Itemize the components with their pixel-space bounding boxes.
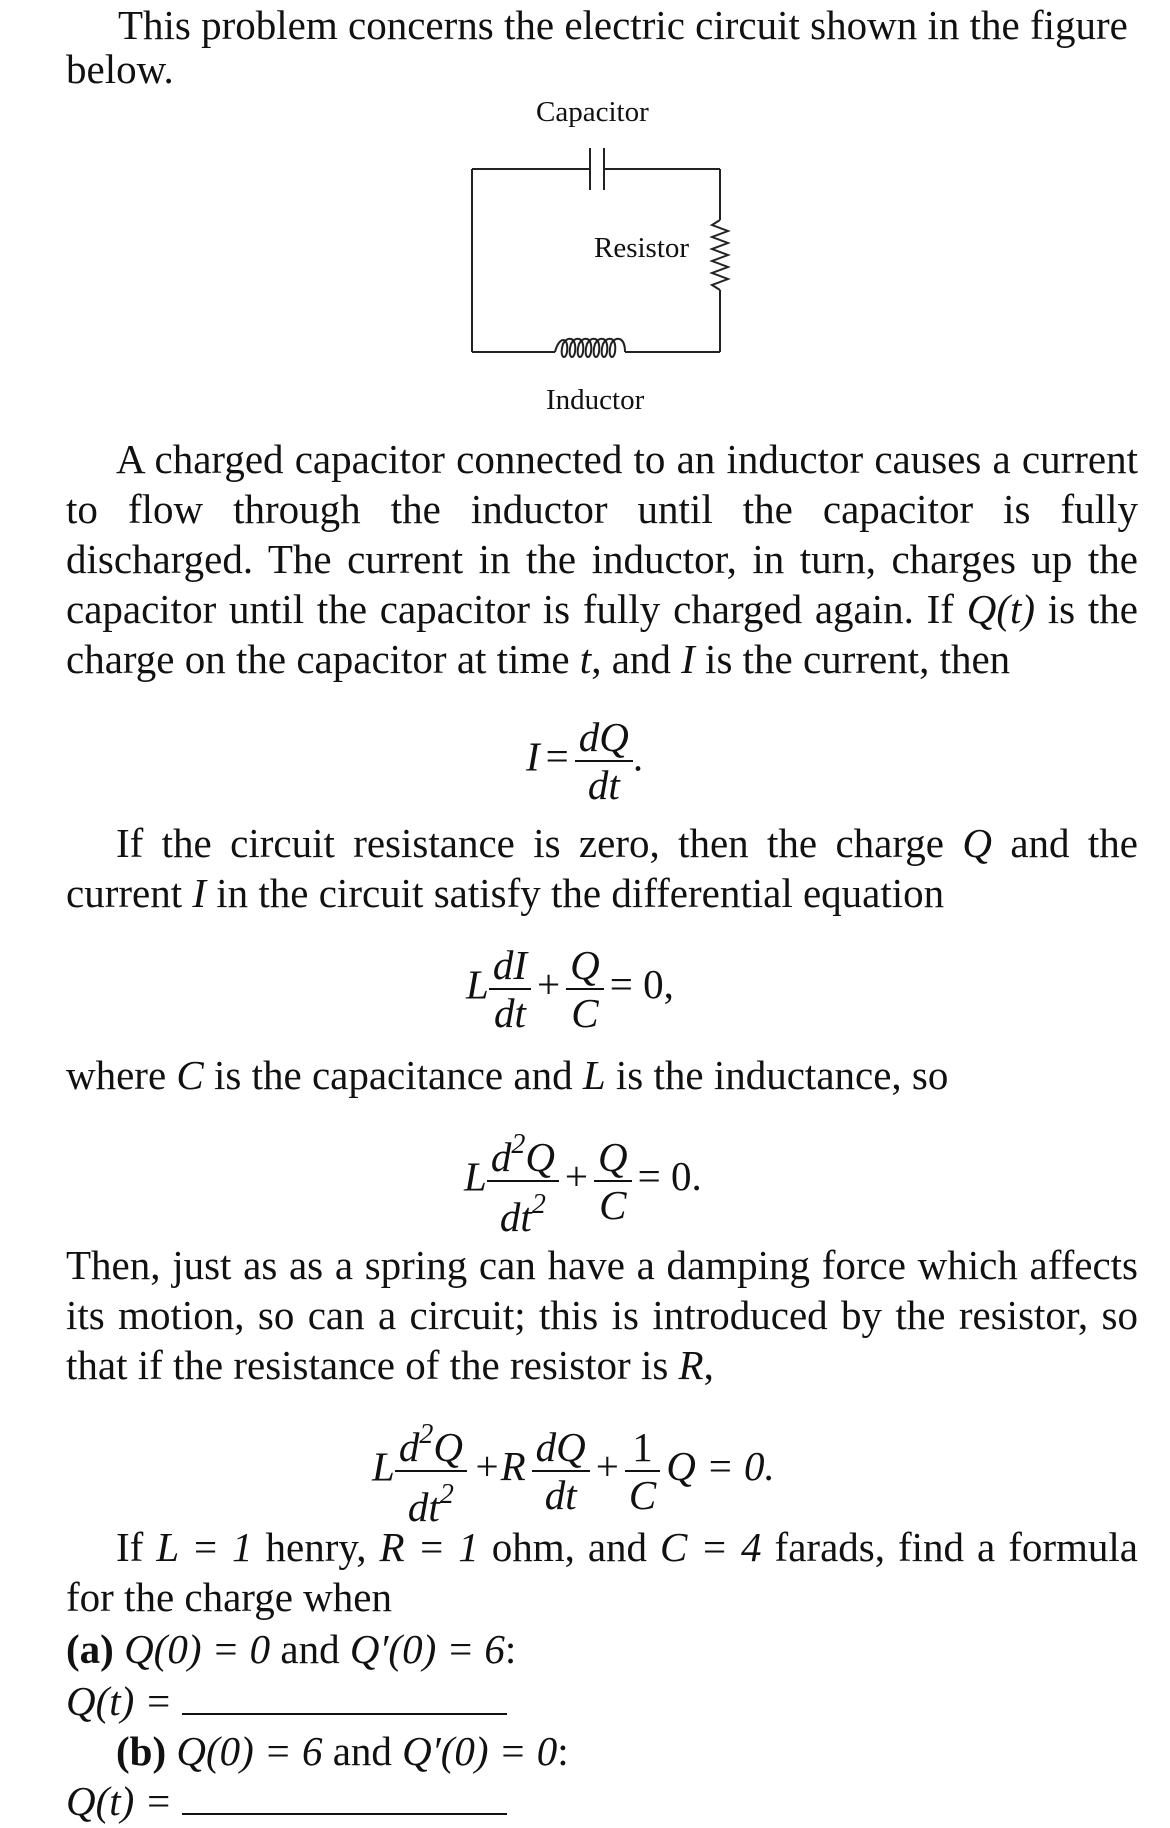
- circuit-diagram: [0, 0, 1170, 440]
- intro-line-1: This problem concerns the electric circuit shown in the figure: [118, 2, 1128, 48]
- intro-line-2: below.: [66, 46, 174, 92]
- capacitor-label: Capacitor: [536, 96, 649, 128]
- paragraph-damping: Then, just as as a spring can have a damping force which affects its motion, so can a circuit; this is introduced by the resistor, so that if the resistance of the resistor is R,: [66, 1242, 1138, 1388]
- equation-second-order: L $\frac{d^2Q}{dt^2}$ + $\frac{Q}{C}$ = 0.: [464, 1122, 708, 1240]
- equation-lc: L $\frac{dI}{dt}$ + $\frac{Q}{C}$ = 0,: [466, 942, 674, 1036]
- part-b-label: (b): [116, 1728, 167, 1774]
- equation-rlc: L $\frac{d^2Q}{dt^2}$ +R $\frac{dQ}{dt}$ + $\frac{1}{C}$ Q = 0.: [372, 1412, 781, 1530]
- paragraph-capacitance: where C is the capacitance and L is the inductance, so: [66, 1052, 949, 1098]
- part-a-answer-row: Q(t) =: [66, 1676, 507, 1726]
- inductor-coil: [555, 339, 625, 357]
- part-a-answer-blank[interactable]: [182, 1683, 507, 1715]
- part-b-answer-row: Q(t) =: [66, 1776, 507, 1826]
- paragraph-zero-resistance: If the circuit resistance is zero, then the charge Q and the current I in the circuit satisfy the differential equation: [66, 820, 1138, 916]
- resistor-label: Resistor: [594, 232, 690, 264]
- part-a-label: (a): [66, 1626, 114, 1672]
- inductor-label: Inductor: [546, 384, 645, 416]
- equation-current: I = $\frac{dQ}{dt}$ .: [526, 714, 644, 808]
- resistor-zigzag: [712, 220, 728, 290]
- part-b-answer-blank[interactable]: [182, 1783, 507, 1815]
- part-b-question: (b) Q(0) = 6 and Q′(0) = 0:: [116, 1728, 569, 1774]
- paragraph-given-values: If L = 1 henry, R = 1 ohm, and C = 4 farads, find a formula for the charge when: [66, 1524, 1138, 1620]
- paragraph-capacitor-discharge: A charged capacitor connected to an inductor causes a current to flow through the inductor until the capacitor is fully discharged. The current in the inductor, in turn, charges up the capacitor until the capacitor is fully charged again. If Q(t) is the charge on the capacitor at time t, and I is the current, then: [66, 436, 1138, 682]
- part-a-question: (a) Q(0) = 0 and Q′(0) = 6:: [66, 1626, 517, 1672]
